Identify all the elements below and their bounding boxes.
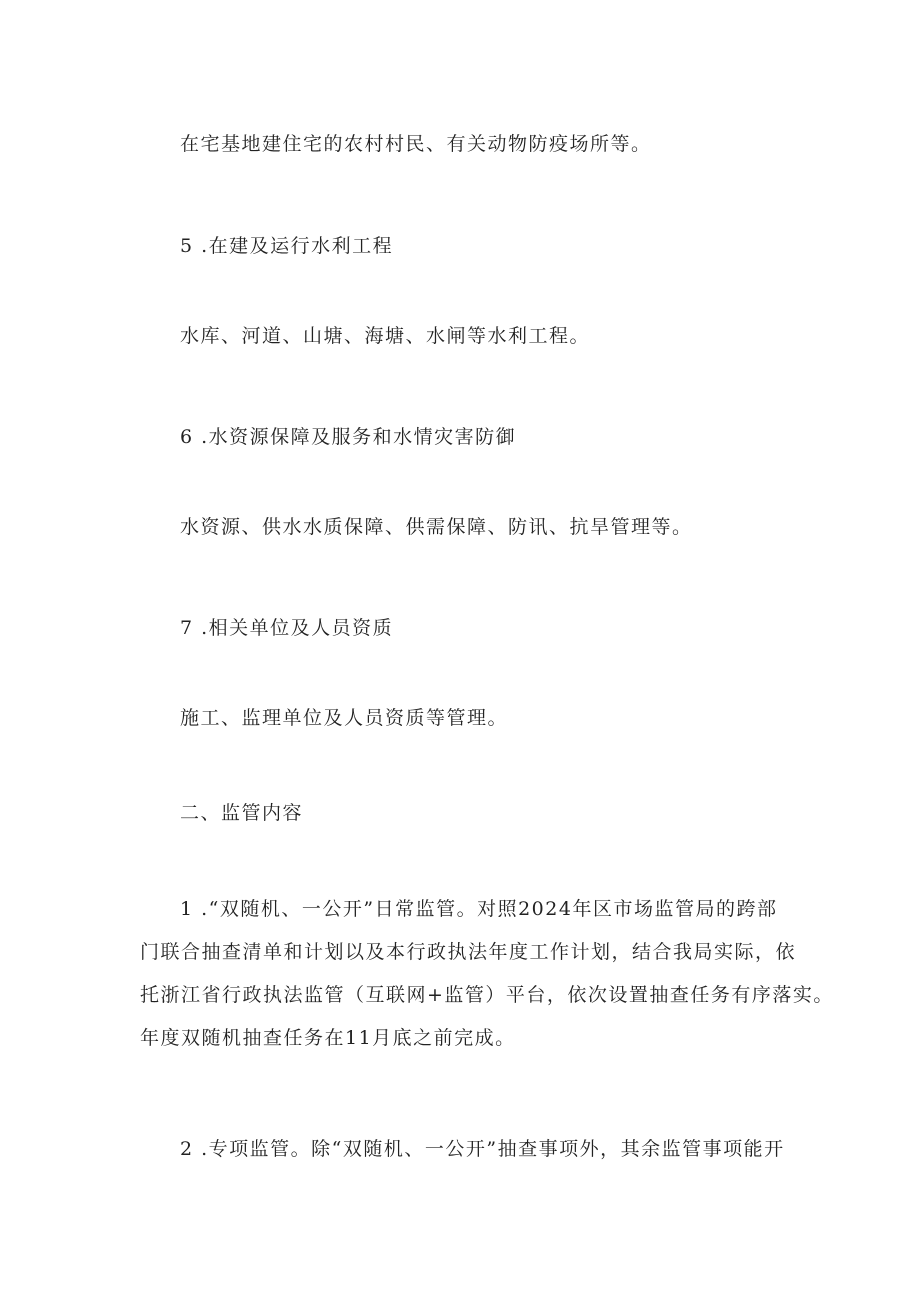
paragraph-daily-supervision <box>140 888 834 1060</box>
heading-qualifications: 7 .相关单位及人员资质 <box>180 617 394 639</box>
paragraph-line: 门联合抽查清单和计划以及本行政执法年度工作计划，结合我局实际，依 <box>140 941 797 963</box>
text-line-water-projects: 水库、河道、山塘、海塘、水闸等水利工程。 <box>180 325 591 347</box>
paragraph-line: 托浙江省行政执法监管（互联网+监管）平台，依次设置抽查任务有序落实。 <box>140 984 834 1006</box>
text-line-qualifications: 施工、监理单位及人员资质等管理。 <box>180 707 509 729</box>
heading-water-resources: 6 .水资源保障及服务和水情灾害防御 <box>180 426 517 448</box>
text-line-homestead: 在宅基地建住宅的农村村民、有关动物防疫场所等。 <box>180 133 652 155</box>
paragraph-special-supervision <box>140 1128 790 1171</box>
paragraph-line: 1 .“双随机、一公开”日常监管。对照2024年区市场监管局的跨部 <box>180 898 778 920</box>
paragraph-line: 2 .专项监管。除“双随机、一公开”抽查事项外，其余监管事项能开 <box>180 1138 785 1160</box>
paragraph-line: 年度双随机抽查任务在11月底之前完成。 <box>140 1027 516 1049</box>
heading-water-projects: 5 .在建及运行水利工程 <box>180 235 394 257</box>
section-heading-supervision: 二、监管内容 <box>180 802 304 824</box>
text-line-water-resources: 水资源、供水水质保障、供需保障、防讯、抗旱管理等。 <box>180 516 693 538</box>
